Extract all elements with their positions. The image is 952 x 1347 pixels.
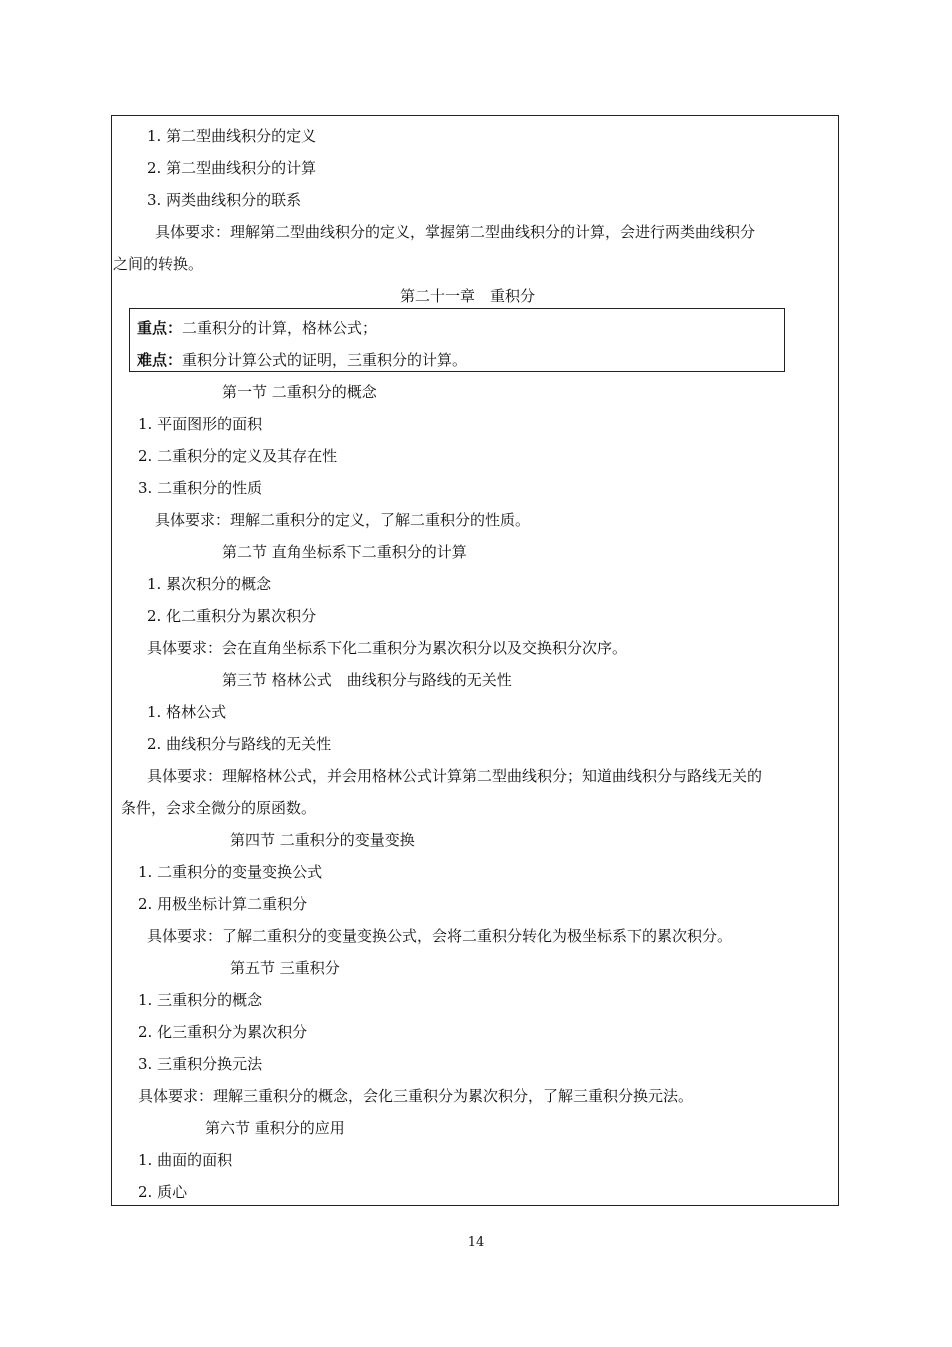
section-title: 第二节 直角坐标系下二重积分的计算: [222, 543, 467, 561]
list-item: 2. 化三重积分为累次积分: [138, 1023, 308, 1041]
chapter-title: 第二十一章 重积分: [400, 287, 536, 305]
key-text: 二重积分的计算，格林公式；: [182, 319, 378, 337]
list-item: 2. 曲线积分与路线的无关性: [147, 735, 332, 753]
requirement-text: 具体要求：了解二重积分的变量变换公式，会将二重积分转化为极坐标系下的累次积分。: [147, 927, 733, 945]
difficulty-line: [137, 350, 467, 370]
list-item: 1. 平面图形的面积: [138, 415, 263, 433]
list-item: 3. 两类曲线积分的联系: [147, 191, 302, 209]
section-title: 第四节 二重积分的变量变换: [230, 831, 415, 849]
list-item: 1. 二重积分的变量变换公式: [138, 863, 323, 881]
section-title: 第三节 格林公式 曲线积分与路线的无关性: [222, 671, 512, 689]
requirement-text-cont: 条件，会求全微分的原函数。: [121, 799, 317, 817]
requirement-text: 具体要求：理解第二型曲线积分的定义，掌握第二型曲线积分的计算，会进行两类曲线积分: [155, 223, 756, 241]
difficulty-label: 难点：: [137, 351, 183, 369]
list-item: 1. 格林公式: [147, 703, 227, 721]
list-item: 2. 第二型曲线积分的计算: [147, 159, 317, 177]
key-label: 重点：: [137, 319, 183, 337]
list-item: 1. 第二型曲线积分的定义: [147, 127, 317, 145]
list-item: 1. 三重积分的概念: [138, 991, 263, 1009]
list-item: 3. 三重积分换元法: [138, 1055, 263, 1073]
section-title: 第五节 三重积分: [230, 959, 340, 977]
difficulty-text: 重积分计算公式的证明，三重积分的计算。: [182, 351, 468, 369]
requirement-text: 具体要求：会在直角坐标系下化二重积分为累次积分以及交换积分次序。: [147, 639, 628, 657]
requirement-text: 具体要求：理解二重积分的定义，了解二重积分的性质。: [155, 511, 531, 529]
list-item: 1. 累次积分的概念: [147, 575, 272, 593]
list-item: 2. 质心: [138, 1183, 188, 1201]
list-item: 2. 化二重积分为累次积分: [147, 607, 317, 625]
key-point-line: [137, 318, 377, 338]
list-item: 2. 二重积分的定义及其存在性: [138, 447, 338, 465]
page-number: 14: [467, 1235, 485, 1250]
section-title: 第六节 重积分的应用: [205, 1119, 345, 1137]
requirement-text: 具体要求：理解三重积分的概念，会化三重积分为累次积分，了解三重积分换元法。: [138, 1087, 694, 1105]
requirement-text-cont: 之间的转换。: [113, 255, 204, 273]
content-frame: [111, 115, 839, 1206]
list-item: 2. 用极坐标计算二重积分: [138, 895, 308, 913]
list-item: 1. 曲面的面积: [138, 1151, 233, 1169]
section-title: 第一节 二重积分的概念: [222, 383, 377, 401]
list-item: 3. 二重积分的性质: [138, 479, 263, 497]
requirement-text: 具体要求：理解格林公式，并会用格林公式计算第二型曲线积分；知道曲线积分与路线无关的: [147, 767, 763, 785]
